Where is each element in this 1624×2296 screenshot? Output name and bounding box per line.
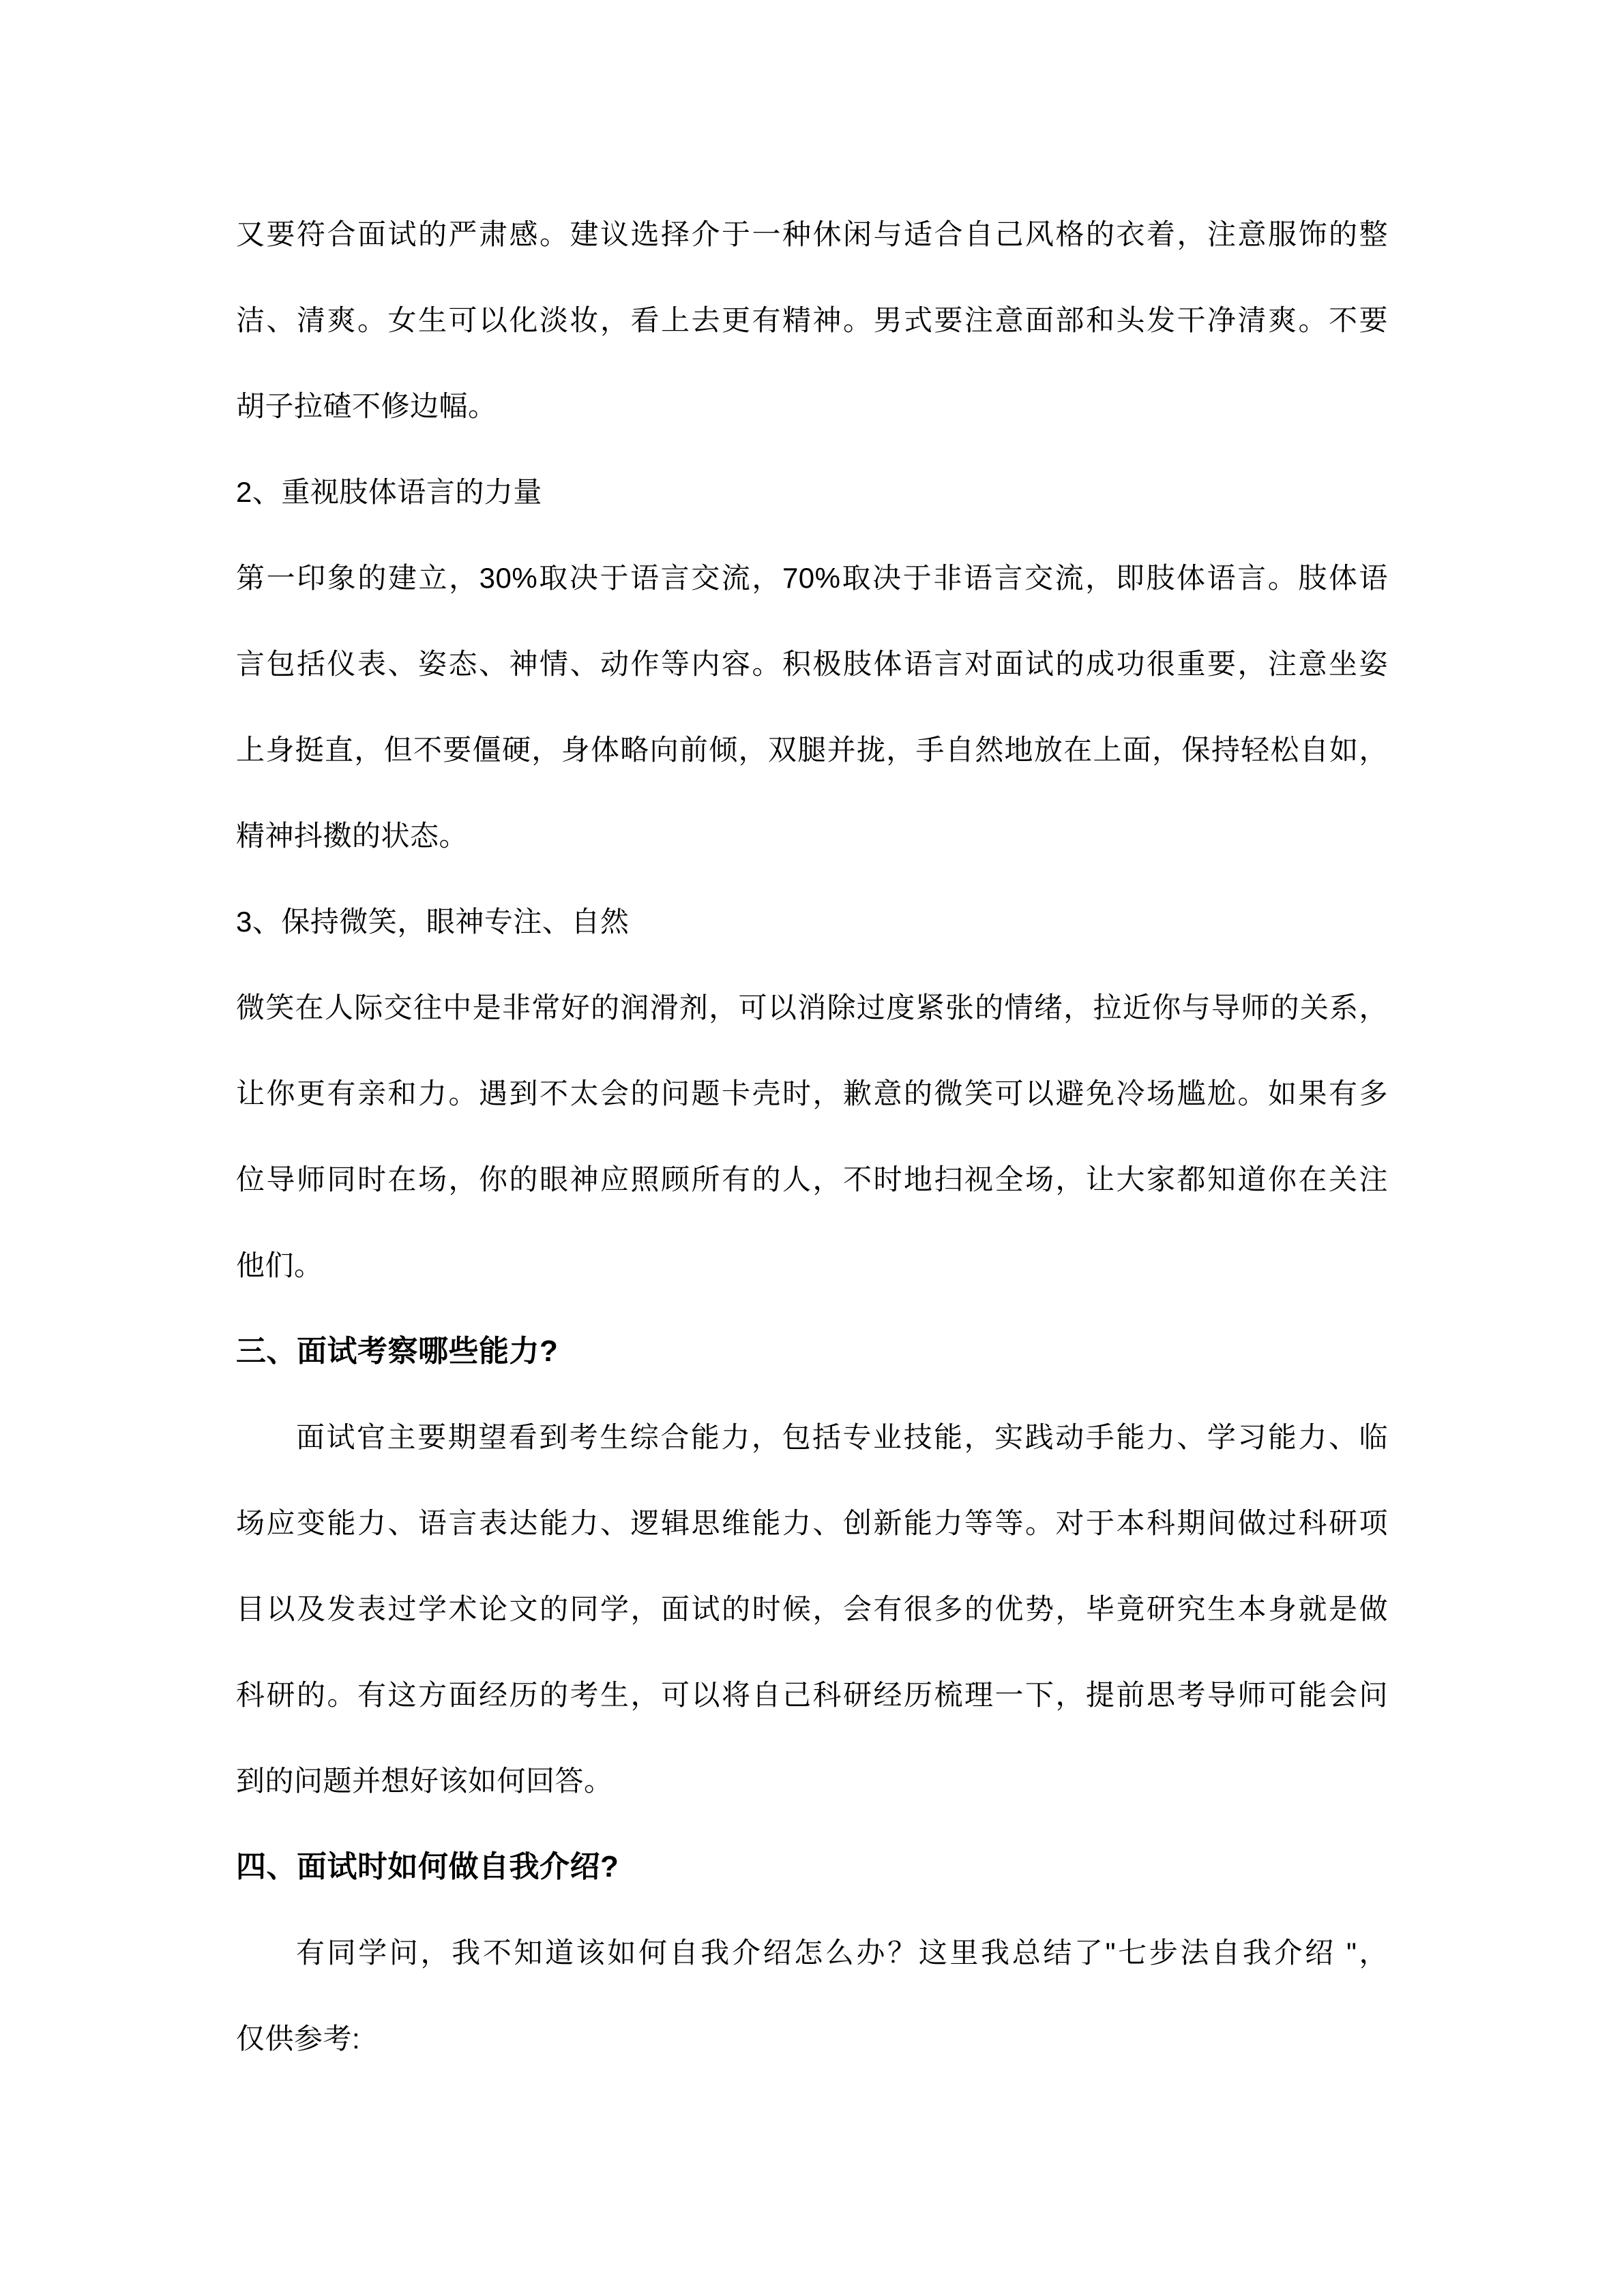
document-line: 3、保持微笑，眼神专注、自然 <box>236 906 630 938</box>
document-line: 科研的。有这方面经历的考生，可以将自己科研经历梳理一下，提前思考导师可能会问 <box>236 1679 1388 1711</box>
document-line: 目以及发表过学术论文的同学，面试的时候，会有很多的优势，毕竟研究生本身就是做 <box>236 1593 1388 1625</box>
document-line: 仅供参考: <box>236 2023 361 2055</box>
document-line: 言包括仪表、姿态、神情、动作等内容。积极肢体语言对面试的成功很重要，注意坐姿 <box>236 648 1388 680</box>
document-line: 精神抖擞的状态。 <box>236 820 469 852</box>
document-line: 三、面试考察哪些能力? <box>236 1335 559 1368</box>
document-line: 位导师同时在场，你的眼神应照顾所有的人，不时地扫视全场，让大家都知道你在关注 <box>236 1163 1388 1195</box>
document-line: 四、面试时如何做自我介绍? <box>236 1850 619 1883</box>
document-line: 他们。 <box>236 1249 323 1281</box>
document-line: 场应变能力、语言表达能力、逻辑思维能力、创新能力等等。对于本科期间做过科研项 <box>236 1507 1388 1539</box>
document-line: 到的问题并想好该如何回答。 <box>236 1765 613 1797</box>
document-line: 洁、清爽。女生可以化淡妆，看上去更有精神。男式要注意面部和头发干净清爽。不要 <box>236 304 1388 336</box>
document-line: 第一印象的建立，30%取决于语言交流，70%取决于非语言交流，即肢体语言。肢体语 <box>236 562 1388 594</box>
document-line: 胡子拉碴不修边幅。 <box>236 390 497 422</box>
document-line: 有同学问，我不知道该如何自我介绍怎么办？这里我总结了"七步法自我介绍 "， <box>296 1937 1388 1969</box>
document-line: 让你更有亲和力。遇到不太会的问题卡壳时，歉意的微笑可以避免冷场尴尬。如果有多 <box>236 1077 1388 1109</box>
document-line: 2、重视肢体语言的力量 <box>236 476 542 508</box>
document-lines <box>236 192 1388 2082</box>
document-line: 上身挺直，但不要僵硬，身体略向前倾，双腿并拢，手自然地放在上面，保持轻松自如， <box>236 734 1388 766</box>
document-line: 面试官主要期望看到考生综合能力，包括专业技能，实践动手能力、学习能力、临 <box>296 1421 1388 1453</box>
document-line: 微笑在人际交往中是非常好的润滑剂，可以消除过度紧张的情绪，拉近你与导师的关系， <box>236 992 1388 1024</box>
document-line: 又要符合面试的严肃感。建议选择介于一种休闲与适合自己风格的衣着，注意服饰的整 <box>236 218 1388 250</box>
